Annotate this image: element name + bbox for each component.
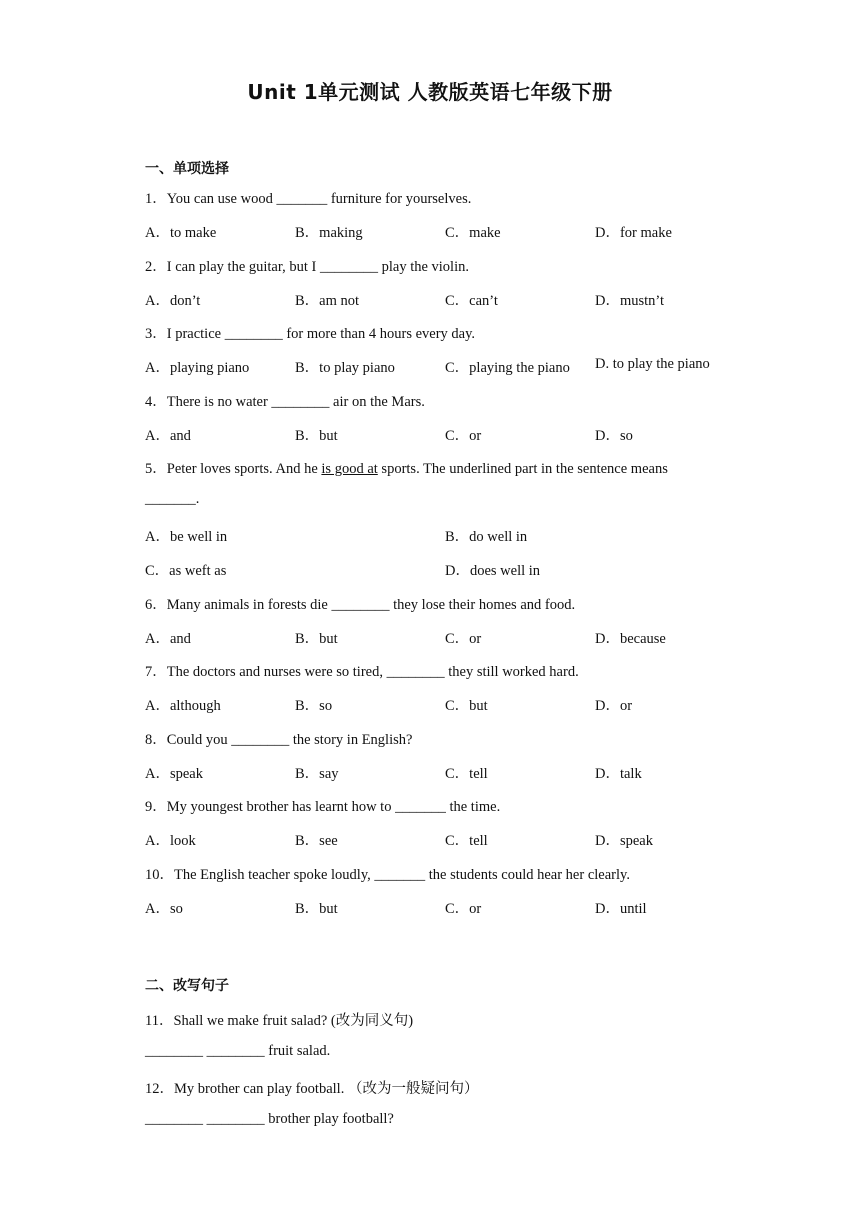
option-a: A．speak [145, 766, 203, 782]
option-a: A．and [145, 428, 191, 444]
underlined-phrase: is good at [321, 461, 378, 477]
option-d: D．until [595, 901, 647, 917]
question-stem: 8．Could you ________ the story in English? [145, 732, 413, 748]
option-b: B．to play piano [295, 360, 395, 376]
question-stem: 7．The doctors and nurses were so tired, ________ they still worked hard. [145, 664, 579, 680]
option-d: D．because [595, 631, 666, 647]
option-c: C．or [445, 631, 482, 647]
option-c: C．make [445, 225, 501, 241]
answer-blank-line: ________ ________ brother play football? [145, 1111, 394, 1127]
question-stem: 2．I can play the guitar, but I ________ play the violin. [145, 259, 469, 275]
option-a: A．be well in [145, 529, 228, 545]
option-a: A．don’t [145, 293, 201, 309]
section-heading-rewrite: 二、改写句子 [145, 978, 229, 994]
question-stem: 3．I practice ________ for more than 4 hours every day. [145, 326, 476, 342]
option-d: D．does well in [445, 563, 541, 579]
option-c: C．can’t [445, 293, 498, 309]
page-title: Unit 1单元测试 人教版英语七年级下册 [247, 80, 613, 104]
answer-blank-line: ________ ________ fruit salad. [145, 1043, 331, 1059]
option-c: C．playing the piano [445, 360, 570, 376]
option-d: D．mustn’t [595, 293, 665, 309]
option-c: C．tell [445, 766, 488, 782]
question-stem: 10．The English teacher spoke loudly, _______ the students could hear her clearly. [145, 867, 630, 883]
option-b: B．am not [295, 293, 360, 309]
option-d: D．for make [595, 225, 672, 241]
question-stem-continued: _______. [145, 491, 200, 507]
option-b: B．see [295, 833, 338, 849]
option-c: C．but [445, 698, 488, 714]
option-b: B．say [295, 766, 339, 782]
option-b: B．so [295, 698, 333, 714]
option-c: C．or [445, 428, 482, 444]
stem-text: sports. The underlined part in the sentence means [377, 461, 668, 477]
option-c: C．or [445, 901, 482, 917]
question-stem: 9．My youngest brother has learnt how to _______ the time. [145, 799, 501, 815]
option-a: A．so [145, 901, 183, 917]
option-a: A．to make [145, 225, 217, 241]
option-a: A．and [145, 631, 191, 647]
option-b: B．making [295, 225, 363, 241]
option-d: D．or [595, 698, 633, 714]
option-b: B．but [295, 631, 338, 647]
option-a: A．look [145, 833, 196, 849]
option-d: D．talk [595, 766, 642, 782]
option-b: B．but [295, 901, 338, 917]
option-b: B．do well in [445, 529, 528, 545]
question-stem: 11．Shall we make fruit salad? (改为同义句) [145, 1013, 414, 1029]
question-stem [145, 457, 668, 478]
option-c: C．tell [445, 833, 488, 849]
option-a: A．playing piano [145, 360, 250, 376]
question-stem: 12．My brother can play football. （改为一般疑问句） [145, 1081, 479, 1097]
option-d: D. to play the piano [595, 356, 710, 372]
section-heading-choice: 一、单项选择 [145, 161, 229, 177]
stem-text: 5．Peter loves sports. And he [145, 461, 322, 477]
question-stem: 1．You can use wood _______ furniture for yourselves. [145, 191, 472, 207]
question-stem: 4．There is no water ________ air on the Mars. [145, 394, 425, 410]
question-stem: 6．Many animals in forests die ________ they lose their homes and food. [145, 597, 576, 613]
option-a: A．although [145, 698, 221, 714]
option-c: C．as weft as [145, 563, 227, 579]
option-d: D．so [595, 428, 633, 444]
option-b: B．but [295, 428, 338, 444]
option-d: D．speak [595, 833, 653, 849]
